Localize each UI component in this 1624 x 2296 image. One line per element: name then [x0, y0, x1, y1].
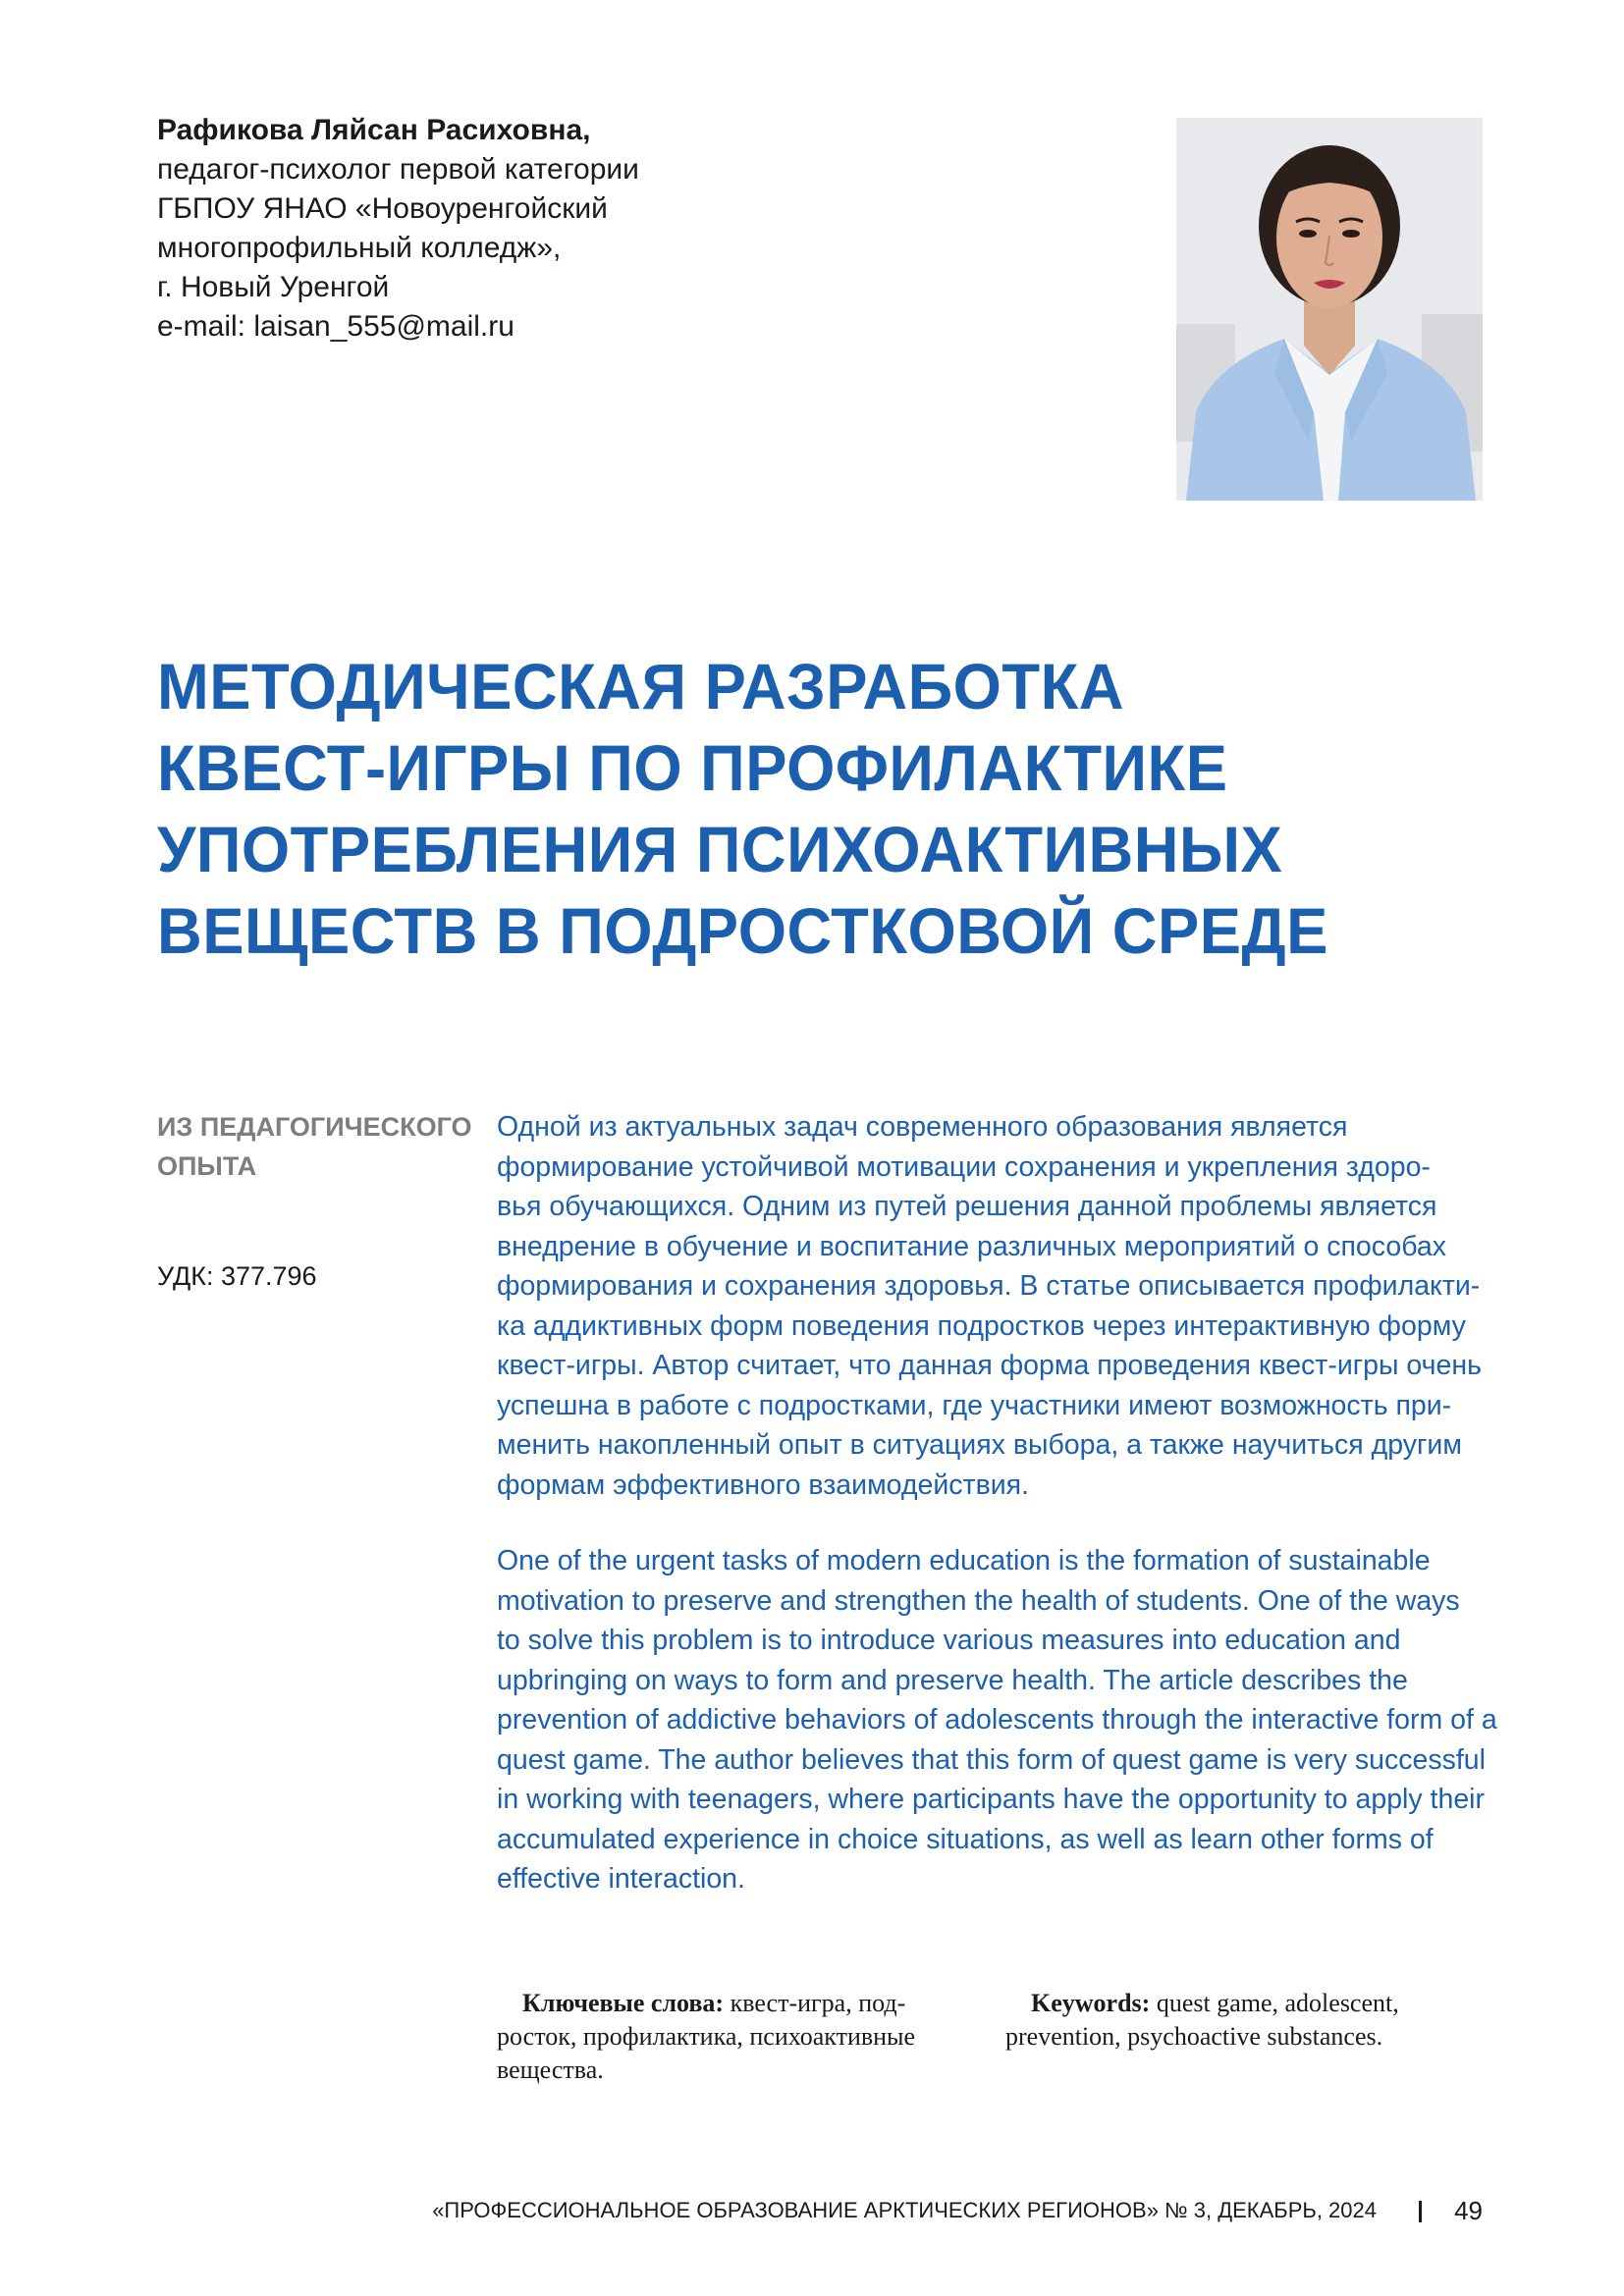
udk-code: УДК: 377.796	[157, 1261, 317, 1291]
page-number: 49	[1454, 2196, 1483, 2225]
keywords-en-label: Keywords:	[1031, 1989, 1151, 2017]
keywords-en-text-1: quest game, adolescent,	[1156, 1989, 1399, 2017]
abstract-ru-line: формам эффективного взаимодействия.	[497, 1468, 1030, 1501]
abstract-en-line: motivation to preserve and strengthen the health of students. One of the ways	[497, 1584, 1460, 1617]
author-organization-line-1: ГБПОУ ЯНАО «Новоуренгойский	[157, 192, 608, 225]
author-email: e-mail: laisan_555@mail.ru	[157, 310, 514, 343]
abstract-ru-line: квест-игры. Автор считает, что данная форма проведения квест-игры очень	[497, 1350, 1482, 1381]
rubric-section	[157, 1107, 481, 1186]
article-title	[157, 646, 1477, 972]
author-organization-line-2: многопрофильный колледж»,	[157, 232, 562, 264]
article-title-line-1: МЕТОДИЧЕСКАЯ РАЗРАБОТКА	[157, 650, 1124, 722]
abstract-en-line: in working with teenagers, where participants have the opportunity to apply their	[497, 1784, 1485, 1815]
abstract-ru-line: формирование устойчивой мотивации сохранения и укрепления здоро-	[497, 1150, 1431, 1183]
article-title-line-4: ВЕЩЕСТВ В ПОДРОСТКОВОЙ СРЕДЕ	[157, 894, 1328, 967]
page-footer	[432, 2191, 1483, 2230]
abstract-ru-line: формирования и сохранения здоровья. В статье описывается профилакти-	[497, 1270, 1481, 1302]
abstract-ru-line: менить накопленный опыт в ситуациях выбора, а также научиться другим	[497, 1429, 1462, 1461]
abstract-en-line: One of the urgent tasks of modern education is the formation of sustainable	[497, 1545, 1431, 1576]
author-position: педагог-психолог первой категории	[157, 153, 639, 186]
journal-citation: «ПРОФЕССИОНАЛЬНОЕ ОБРАЗОВАНИЕ АРКТИЧЕСКИХ РЕГИОНОВ» № 3, ДЕКАБРЬ, 2024	[432, 2198, 1377, 2222]
keywords-russian	[497, 1987, 978, 2087]
abstract-en-line: effective interaction.	[497, 1863, 745, 1895]
abstract-ru-line: Одной из актуальных задач современного образования является	[497, 1111, 1348, 1143]
abstract-russian	[497, 1107, 1538, 1505]
keywords-ru-text-3: вещества.	[497, 2056, 604, 2084]
abstract-ru-line: ка аддиктивных форм поведения подростков через интерактивную форму	[497, 1309, 1466, 1342]
abstract-english	[497, 1541, 1538, 1899]
rubric-line-1: ИЗ ПЕДАГОГИЧЕСКОГО	[157, 1112, 472, 1142]
abstract-en-line: upbringing on ways to form and preserve health. The article describes the	[497, 1664, 1408, 1696]
abstract-en-line: to solve this problem is to introduce various measures into education and	[497, 1625, 1401, 1656]
abstract-en-line: prevention of addictive behaviors of adolescents through the interactive form of a	[497, 1704, 1497, 1735]
abstract-en-line: quest game. The author believes that this form of quest game is very successful	[497, 1743, 1486, 1776]
author-photo	[1176, 118, 1483, 501]
author-name: Рафикова Ляйсан Расиховна,	[157, 114, 591, 146]
abstract-ru-line: вья обучающихся. Одним из путей решения данной проблемы является	[497, 1191, 1437, 1222]
author-city: г. Новый Уренгой	[157, 271, 390, 303]
article-title-line-3: УПОТРЕБЛЕНИЯ ПСИХОАКТИВНЫХ	[157, 813, 1283, 885]
author-block	[157, 111, 1139, 347]
keywords-ru-label: Ключевые слова:	[522, 1989, 725, 2017]
footer-separator	[1419, 2201, 1422, 2222]
keywords-ru-text-1: квест-игра, под-	[730, 1989, 906, 2017]
abstract-ru-line: успешна в работе с подростками, где участники имеют возможность при-	[497, 1389, 1452, 1421]
abstract-en-line: accumulated experience in choice situations, as well as learn other forms of	[497, 1823, 1434, 1855]
keywords-english	[1005, 1987, 1487, 2054]
keywords-ru-text-2: росток, профилактика, психоактивные	[497, 2022, 916, 2051]
keywords-en-text-2: prevention, psychoactive substances.	[1005, 2022, 1383, 2051]
article-title-line-2: КВЕСТ-ИГРЫ ПО ПРОФИЛАКТИКЕ	[157, 731, 1228, 804]
rubric-line-2: ОПЫТА	[157, 1151, 257, 1181]
abstract-ru-line: внедрение в обучение и воспитание различных мероприятий о способах	[497, 1230, 1446, 1262]
